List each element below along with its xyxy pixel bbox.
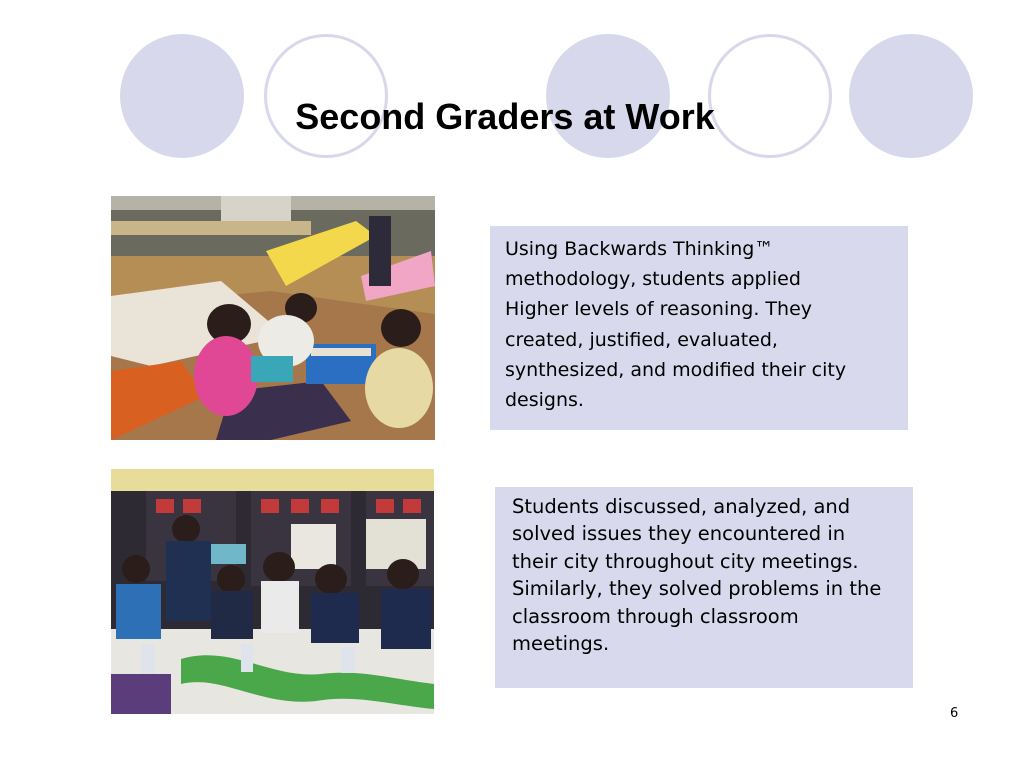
text-line: classroom through classroom bbox=[512, 604, 799, 628]
slide-number: 6 bbox=[950, 706, 959, 721]
text-line: Similarly, they solved problems in the bbox=[512, 577, 882, 601]
text-line: Students discussed, analyzed, and bbox=[512, 495, 851, 518]
text-line: solved issues they encountered in bbox=[512, 522, 846, 546]
text-line: designs. bbox=[505, 389, 584, 412]
text-line: Higher levels of reasoning. They bbox=[505, 298, 813, 321]
text-line: their city throughout city meetings. bbox=[512, 549, 859, 573]
text-line: methodology, students applied bbox=[505, 268, 801, 291]
slide-title: Second Graders at Work bbox=[295, 96, 715, 137]
text-line: Using Backwards Thinking™ bbox=[505, 238, 774, 260]
classroom-photo-1 bbox=[111, 196, 435, 440]
text-line: created, justified, evaluated, bbox=[505, 328, 778, 351]
text-block-methodology bbox=[490, 226, 908, 430]
text-line: synthesized, and modified their city bbox=[505, 358, 847, 381]
text-line: meetings. bbox=[512, 632, 610, 656]
classroom-photo-2 bbox=[111, 469, 434, 714]
text-block-meetings bbox=[495, 487, 913, 688]
